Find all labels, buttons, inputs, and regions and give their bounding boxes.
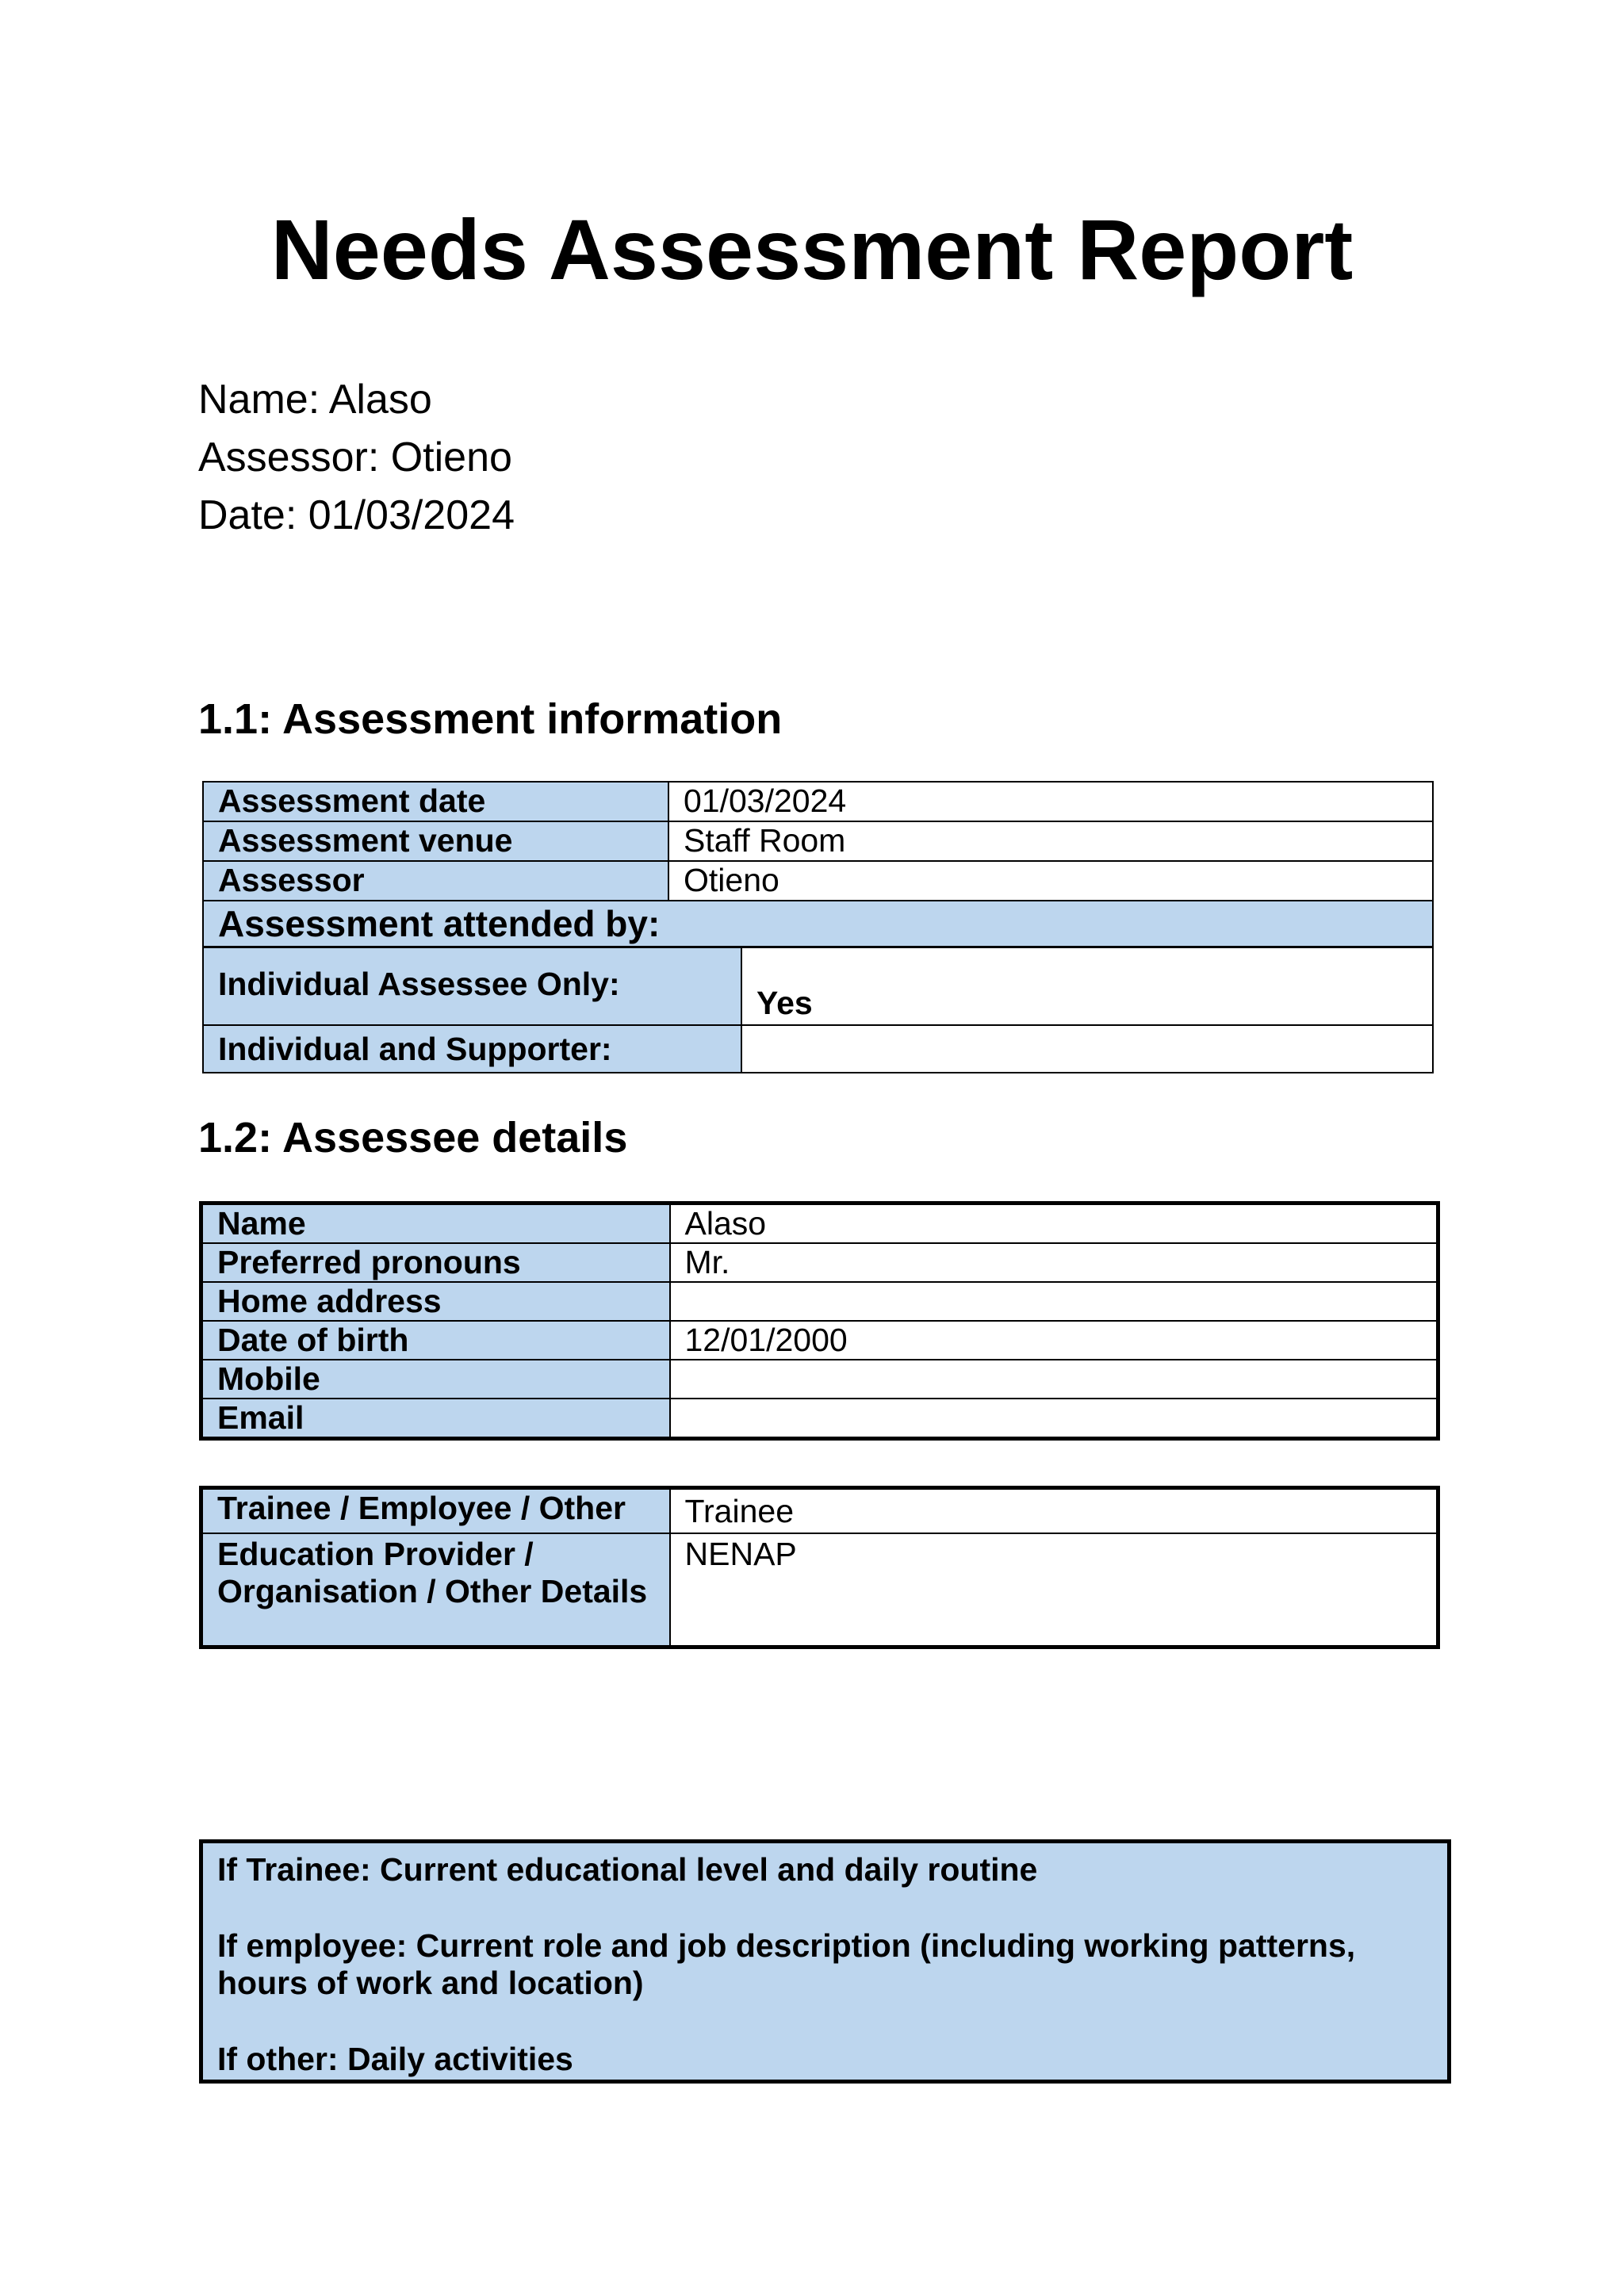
table-row xyxy=(201,1399,1438,1439)
table-row xyxy=(203,1025,1433,1073)
row-label: Trainee / Employee / Other xyxy=(201,1488,670,1533)
table-row xyxy=(201,1488,1438,1533)
table-row xyxy=(201,1203,1438,1244)
row-label-line: Education Provider / xyxy=(217,1535,534,1572)
row-value: Alaso xyxy=(670,1203,1438,1244)
row-value xyxy=(670,1399,1438,1439)
attended-by-table xyxy=(202,947,1434,1073)
row-label: Assessment date xyxy=(203,782,668,821)
row-label: Email xyxy=(201,1399,670,1439)
table-row xyxy=(203,901,1433,947)
row-value: Otieno xyxy=(668,861,1433,901)
header-name: Name: Alaso xyxy=(198,377,432,423)
attended-by-heading: Assessment attended by: xyxy=(203,901,1433,947)
assessment-information-table xyxy=(202,781,1434,947)
table-row xyxy=(201,1243,1438,1282)
routine-box xyxy=(199,1839,1451,2084)
routine-line: If Trainee: Current educational level and daily routine xyxy=(217,1851,1038,1888)
assessee-details-table xyxy=(199,1201,1440,1441)
routine-line: If other: Daily activities xyxy=(217,2041,573,2077)
row-label: Assessor xyxy=(203,861,668,901)
row-label: Home address xyxy=(201,1282,670,1321)
row-value: Trainee xyxy=(670,1488,1438,1533)
row-value: Staff Room xyxy=(668,821,1433,861)
section-heading-assessee-details: 1.2: Assessee details xyxy=(198,1114,628,1161)
row-value: Mr. xyxy=(670,1243,1438,1282)
section-heading-assessment-information: 1.1: Assessment information xyxy=(198,695,783,743)
routine-line: If employee: Current role and job description (including working patterns, xyxy=(217,1927,1356,1964)
row-label xyxy=(201,1533,670,1647)
row-label: Individual and Supporter: xyxy=(203,1025,741,1073)
row-value: 12/01/2000 xyxy=(670,1321,1438,1360)
routine-line: hours of work and location) xyxy=(217,1965,644,2001)
row-value: Yes xyxy=(741,947,1433,1025)
header-assessor: Assessor: Otieno xyxy=(198,434,512,480)
row-label-line: Organisation / Other Details xyxy=(217,1572,648,1609)
assessee-status-table xyxy=(199,1486,1440,1649)
row-value xyxy=(670,1360,1438,1399)
table-row xyxy=(203,782,1433,821)
row-label: Preferred pronouns xyxy=(201,1243,670,1282)
row-label: Date of birth xyxy=(201,1321,670,1360)
row-value: NENAP xyxy=(670,1533,1438,1647)
table-row xyxy=(203,861,1433,901)
table-row xyxy=(201,1360,1438,1399)
header-date: Date: 01/03/2024 xyxy=(198,492,515,538)
row-label: Mobile xyxy=(201,1360,670,1399)
row-value xyxy=(741,1025,1433,1073)
table-row xyxy=(203,821,1433,861)
row-value: 01/03/2024 xyxy=(668,782,1433,821)
row-label: Individual Assessee Only: xyxy=(203,947,741,1025)
table-row xyxy=(201,1533,1438,1647)
row-label: Name xyxy=(201,1203,670,1244)
row-value xyxy=(670,1282,1438,1321)
table-row xyxy=(201,1282,1438,1321)
table-row xyxy=(203,947,1433,1025)
row-label: Assessment venue xyxy=(203,821,668,861)
page-title: Needs Assessment Report xyxy=(270,201,1354,297)
table-row xyxy=(201,1321,1438,1360)
